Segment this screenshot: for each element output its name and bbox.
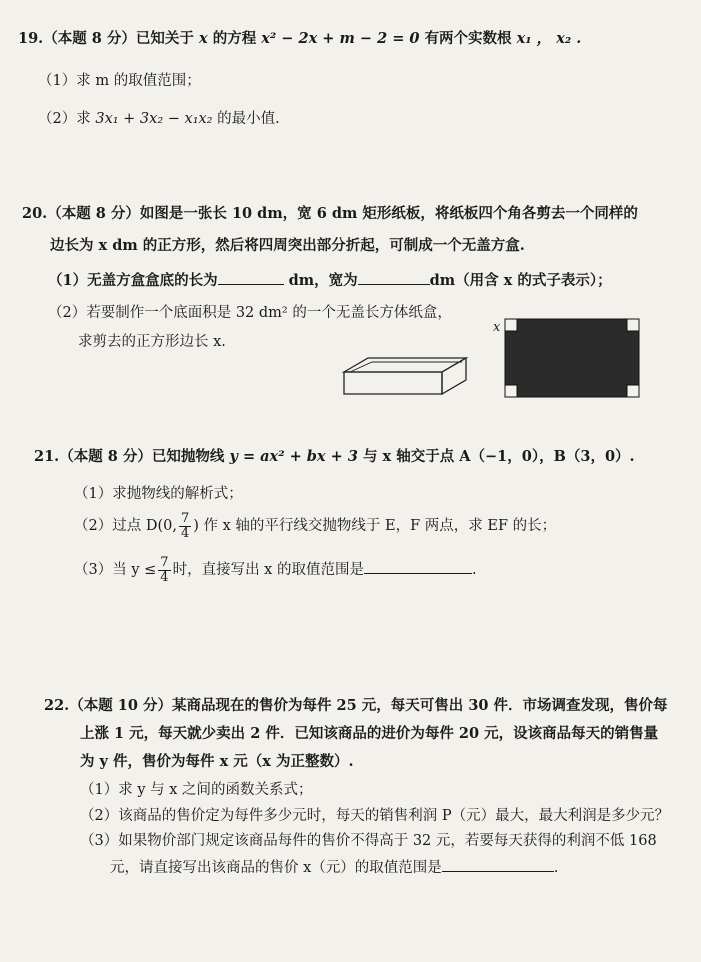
- q20-part2-b: 求剪去的正方形边长 x.: [78, 334, 226, 350]
- q21-tail: 与 x 轴交于点 A（−1，0），B（3，0）.: [362, 448, 635, 465]
- q19-p2-b: 的最小值.: [217, 111, 280, 127]
- open-box-figure: [338, 350, 473, 400]
- q21-p2-b: ) 作 x 轴的平行线交抛物线于 E，F 两点，求 EF 的长；: [193, 518, 557, 535]
- q19-head: 19.（本题 8 分）已知关于: [18, 30, 194, 47]
- answer-blank[interactable]: [442, 859, 554, 872]
- q21-stem: [34, 448, 635, 466]
- q22-line2: 上涨 1 元，每天就少卖出 2 件．已知该商品的进价为每件 20 元，设该商品每天的销售量: [80, 725, 659, 742]
- answer-blank[interactable]: [358, 272, 430, 285]
- q21-part1: （1）求抛物线的解析式；: [74, 486, 243, 502]
- answer-blank[interactable]: [218, 272, 284, 285]
- frac-numerator: 7: [160, 555, 169, 570]
- q22-part2: （2）该商品的售价定为每件多少元时，每天的销售利润 P（元）最大，最大利润是多少元？: [80, 808, 670, 824]
- q22-part1: （1）求 y 与 x 之间的函数关系式；: [80, 782, 313, 798]
- q21-part3: [74, 556, 477, 584]
- q21-p3-end: .: [471, 562, 477, 579]
- answer-blank[interactable]: [364, 561, 472, 574]
- q19-equation: x² − 2x + m − 2 = 0: [261, 30, 420, 47]
- q20-p1-a: （1）无盖方盒盒底的长为: [48, 272, 218, 289]
- q20-line2: 边长为 x dm 的正方形，然后将四周突出部分折起，可制成一个无盖方盒.: [50, 237, 525, 254]
- frac-denominator: 4: [180, 525, 190, 541]
- q20-p1-c: dm（用含 x 的式子表示）；: [429, 272, 612, 289]
- q19-p2-expr: 3x₁ + 3x₂ − x₁x₂: [95, 111, 213, 127]
- q21-equation: y = ax² + bx + 3: [229, 448, 358, 465]
- q19-p2-a: （2）求: [38, 111, 91, 127]
- q19-mid: 的方程: [212, 30, 257, 47]
- q19-var-x: x: [198, 30, 208, 47]
- q22-line3: 为 y 件，售价为每件 x 元（x 为正整数）.: [80, 753, 354, 770]
- q22-p3-b: 元，请直接写出该商品的售价 x（元）的取值范围是: [110, 860, 442, 876]
- q22-line1: 22.（本题 10 分）某商品现在的售价为每件 25 元，每天可售出 30 件．市场调查发现，售价每: [44, 697, 668, 714]
- frac-numerator: 7: [180, 511, 190, 526]
- q19-part1: （1）求 m 的取值范围；: [38, 73, 201, 89]
- q19-part2: [38, 110, 280, 128]
- q20-part1: [48, 272, 612, 290]
- frac-denominator: 4: [160, 569, 169, 585]
- q20-fig-label: x: [493, 320, 501, 335]
- q21-part2: [74, 512, 556, 540]
- fraction-7-4: [179, 512, 191, 540]
- q22-p3-end: .: [553, 860, 559, 876]
- q19-tail: 有两个实数根: [424, 30, 512, 47]
- cardboard-figure: [504, 318, 640, 398]
- q20-part2-a: （2）若要制作一个底面积是 32 dm² 的一个无盖长方体纸盒，: [48, 305, 452, 321]
- q19-stem: [18, 30, 581, 48]
- q20-line1: 20.（本题 8 分）如图是一张长 10 dm，宽 6 dm 矩形纸板，将纸板四个角各剪去一个同样的: [22, 205, 638, 222]
- q20-p1-b: dm，宽为: [288, 272, 358, 289]
- q21-head: 21.（本题 8 分）已知抛物线: [34, 448, 225, 465]
- q19-roots: x₁ ， x₂ .: [516, 30, 582, 47]
- q22-part3-b: [110, 859, 558, 877]
- q22-part3-a: （3）如果物价部门规定该商品每件的售价不得高于 32 元，若要每天获得的利润不低 168: [80, 833, 657, 849]
- q21-p3-b: 时，直接写出 x 的取值范围是: [172, 562, 364, 579]
- q21-p3-a: （3）当 y ≤: [74, 562, 157, 579]
- fraction-7-4: [158, 556, 170, 584]
- q21-p2-a: （2）过点 D(0,: [74, 518, 177, 535]
